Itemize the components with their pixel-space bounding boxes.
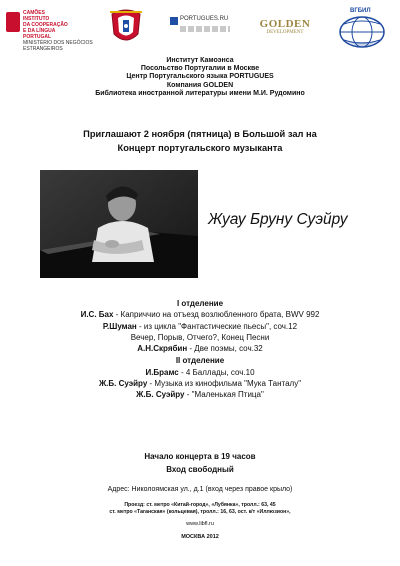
- directions-line: ст. метро «Таганская» (кольцевая), тролл.: 16, 63, ост. к/т «Иллюзион»,: [109, 509, 291, 515]
- golden-logo-text: GOLDEN: [259, 18, 311, 30]
- golden-logo: [250, 18, 320, 42]
- directions-line: Проезд: ст. метро «Китай-город», «Лубянка», тролл.: 63, 45: [124, 502, 276, 508]
- program-composer: И.С. Бах: [80, 310, 114, 320]
- musician-photo: [40, 170, 198, 278]
- vgbil-logo-text: ВГБИЛ: [350, 8, 371, 14]
- program-composer: Ж.Б. Суэйру: [136, 390, 185, 400]
- camoes-mark-icon: [6, 12, 20, 32]
- program-composer: И.Брамс: [145, 367, 179, 377]
- program-work: - из цикла "Фантастические пьесы", соч.12: [136, 321, 298, 331]
- program-block: [0, 298, 400, 401]
- organizer-line: Библиотека иностранной литературы имени М.И. Рудомино: [95, 89, 305, 97]
- invitation-line: Концерт португальского музыканта: [117, 142, 283, 153]
- organizer-line: Компания GOLDEN: [166, 81, 234, 89]
- program-work: - 4 Баллады, соч.10: [178, 367, 255, 377]
- program-composer: Р.Шуман: [102, 321, 137, 331]
- footer-city-year: МОСКВА 2012: [181, 534, 219, 540]
- part2-title: II отделение: [175, 356, 225, 366]
- invitation-heading: [0, 128, 400, 155]
- program-item: [0, 321, 400, 332]
- program-item: [0, 309, 400, 320]
- program-work: - Музыка из кинофильма "Мука Танталу": [147, 379, 302, 389]
- camoes-logo-line: DA COOPERAÇÃO: [23, 22, 68, 28]
- portugues-mark-icon: [170, 17, 178, 25]
- directions: [0, 502, 400, 516]
- program-composer: А.Н.Скрябин: [137, 344, 188, 354]
- portugal-crest-icon: [108, 8, 144, 46]
- camoes-logo-line: E DA LÍNGUA: [23, 28, 56, 34]
- start-time: Начало концерта в 19 часов: [144, 452, 256, 461]
- program-work: - Каприччио на отъезд возлюбленного брата, BWV 992: [113, 310, 320, 320]
- camoes-logo-subtitle: MINISTÉRIO DOS NEGÓCIOS ESTRANGEIROS: [23, 40, 93, 52]
- camoes-logo-line: INSTITUTO: [23, 16, 50, 22]
- part1-title: I отделение: [176, 299, 224, 308]
- website-link[interactable]: www.libfl.ru: [186, 521, 214, 527]
- camoes-logo: [6, 10, 96, 52]
- organizer-line: Институт Камоэнса: [166, 57, 234, 64]
- concert-info: [0, 450, 400, 476]
- program-item: [0, 367, 400, 378]
- organizers-block: [0, 57, 400, 98]
- program-item: [0, 378, 400, 389]
- program-item: [0, 332, 400, 343]
- portugues-logo-text: PORTUGUES.RU: [180, 16, 229, 22]
- portugues-flags-strip: [180, 26, 230, 32]
- program-composer: Ж.Б. Суэйру: [98, 379, 148, 389]
- program-work: - "Маленькая Птица": [184, 390, 264, 400]
- vgbil-logo: [330, 6, 394, 50]
- program-work: Вечер, Порыв, Отчего?, Конец Песни: [130, 332, 270, 342]
- artist-name: Жуау Бруну Суэйру: [208, 211, 348, 228]
- camoes-logo-line: CAMÕES: [23, 10, 45, 16]
- program-work: - Две поэмы, соч.32: [187, 344, 263, 354]
- program-item: [0, 389, 400, 400]
- logo-row: [0, 6, 400, 50]
- organizer-line: Посольство Португалии в Москве: [140, 65, 260, 73]
- invitation-line: Приглашают 2 ноября (пятница) в Большой зал на: [83, 129, 317, 139]
- program-item: [0, 343, 400, 354]
- golden-logo-subtext: DEVELOPMENT: [266, 30, 304, 35]
- camoes-logo-line: PORTUGAL: [23, 34, 52, 40]
- portugues-logo: [168, 16, 236, 38]
- organizer-line: Центр Португальского языка PORTUGUES: [126, 73, 274, 81]
- address: Адрес: Николоямская ул., д.1 (вход через правое крыло): [107, 486, 293, 493]
- entry-note: Вход свободный: [166, 465, 234, 474]
